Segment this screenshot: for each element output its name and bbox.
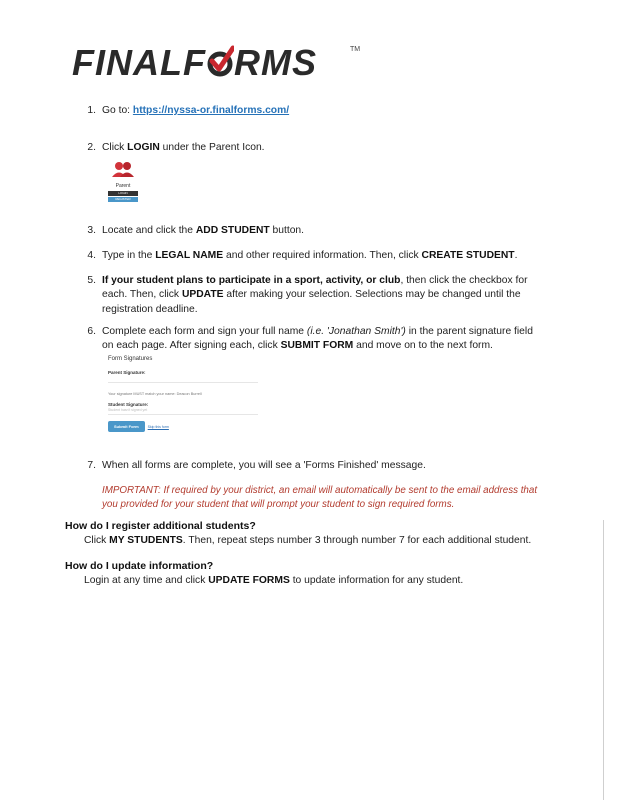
step-text-suffix: button. — [269, 225, 305, 236]
parent-label: Parent — [115, 183, 131, 189]
parent-login-button: LOGIN — [108, 191, 138, 196]
step-text: When all forms are complete, you will see a 'Forms Finished' message. — [102, 460, 426, 471]
step-text — [102, 141, 542, 155]
step-text — [102, 104, 542, 118]
faq-answer-prefix: Login at any time and click — [84, 575, 209, 586]
step-text-prefix: Complete each form and sign your full name — [102, 326, 307, 337]
step-number: 7. — [87, 460, 96, 471]
faq-answer-register — [84, 535, 531, 546]
step-text-suffix: and move on to the next form. — [353, 340, 493, 352]
faq-answer-prefix: Click — [84, 535, 110, 546]
step-number: 6. — [87, 326, 96, 337]
step-bold: ADD STUDENT — [195, 225, 270, 236]
checkmark-icon — [206, 45, 234, 79]
trademark-symbol: TM — [350, 46, 361, 53]
step-text — [102, 224, 542, 238]
step-text — [102, 274, 542, 317]
step-text-suffix: . — [514, 250, 518, 261]
step-text — [102, 325, 542, 354]
logo-f: F — [182, 42, 206, 83]
step-number: 4. — [87, 250, 96, 261]
faq-question-update: How do I update information? — [65, 560, 214, 572]
step-text-mid: , then click the checkbox for each. Then, click — [102, 275, 528, 301]
form-signatures-screenshot — [108, 356, 258, 432]
finalforms-url-link[interactable]: https://nyssa-or.finalforms.com/ — [132, 105, 290, 116]
important-note: IMPORTANT: If required by your district, an email will automatically be sent to the email address that you provided for your student that will prompt your student to sign required forms. — [102, 485, 538, 511]
faq-answer-bold: MY STUDENTS — [109, 535, 183, 546]
faq-answer-suffix: . Then, repeat steps number 3 through number 7 for each additional student. — [182, 535, 532, 546]
skip-form-link: Skip this form — [147, 425, 169, 429]
faq-answer-suffix: to update information for any student. — [289, 575, 464, 586]
step-number: 3. — [87, 225, 96, 236]
submit-form-button: Submit Form — [108, 421, 145, 432]
step-text-suffix: under the Parent Icon. — [159, 142, 265, 153]
parent-register-button: REGISTER — [108, 197, 138, 202]
logo-final: FINAL — [72, 42, 183, 83]
step-text-prefix: Click — [102, 142, 128, 153]
form-signatures-title: Form Signatures — [108, 356, 153, 362]
step-number: 1. — [87, 105, 96, 116]
step-bold: LOGIN — [127, 142, 160, 153]
logo-wordmark — [72, 44, 317, 82]
step-italic: (i.e. 'Jonathan Smith') — [306, 326, 406, 337]
parent-signature-field — [108, 375, 258, 383]
step-number: 2. — [87, 142, 96, 153]
step-text-prefix: Type in the — [102, 250, 156, 261]
step-bold: CREATE STUDENT — [421, 250, 515, 261]
faq-answer-bold: UPDATE FORMS — [208, 575, 290, 586]
signature-note: Your signature MUST match your name: Deacon Burrell — [108, 392, 202, 396]
finalforms-logo — [72, 42, 361, 83]
faq-answer-update — [84, 575, 463, 586]
faq-question-register: How do I register additional students? — [65, 520, 256, 532]
step-text-prefix: Go to: — [102, 105, 133, 116]
scan-edge-line — [603, 520, 604, 800]
step-text-suffix: after making your selection. Selections may be changed until the registration deadline. — [102, 289, 521, 315]
step-bold: LEGAL NAME — [155, 250, 224, 261]
parent-icon-image — [108, 160, 138, 202]
student-signature-label: Student Signature: — [108, 402, 149, 407]
step-bold: If your student plans to participate in a sport, activity, or club — [102, 275, 401, 286]
parent-people-icon — [108, 160, 138, 178]
step-number: 5. — [87, 275, 96, 286]
step-text-prefix: Locate and click the — [102, 225, 196, 236]
step-bold: SUBMIT FORM — [280, 340, 354, 352]
logo-rms: RMS — [233, 42, 317, 83]
step-text-mid: and other required information. Then, click — [223, 250, 422, 261]
step-text — [102, 249, 542, 263]
student-signature-field: Student hasn't signed yet — [108, 407, 258, 415]
step-bold: UPDATE — [181, 289, 224, 301]
parent-signature-label: Parent Signature: — [108, 370, 146, 375]
step-text-mid: in the parent signature field on each page. After signing each, click — [102, 326, 533, 352]
